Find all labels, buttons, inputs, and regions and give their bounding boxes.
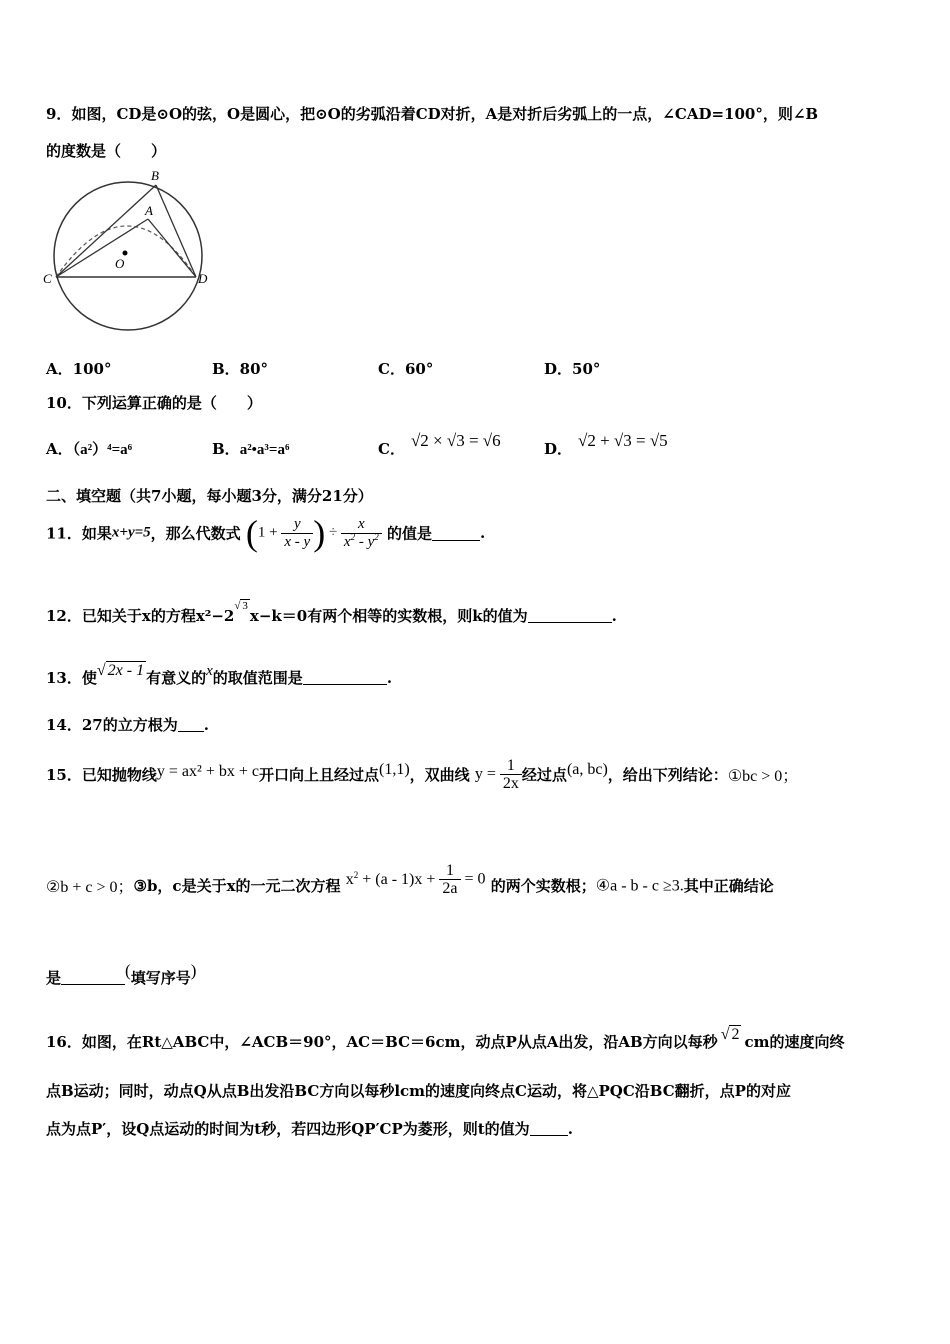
q9-option-a[interactable]: A．100° <box>46 360 112 378</box>
segment-cb <box>56 185 156 277</box>
q9-text-line2: 的度数是（ ） <box>46 142 167 160</box>
q15-point1: (1,1) <box>378 760 410 778</box>
q9-option-c[interactable]: C．60° <box>378 360 434 378</box>
q14-line: 14．27的立方根为 . <box>46 716 209 734</box>
q13-answer-blank[interactable] <box>303 670 387 685</box>
q15-quadratic-equation: $x^2 + (a - 1)x$ + $\frac{1}{2a}$ = 0 <box>345 862 486 897</box>
label-c: C <box>43 271 52 286</box>
q16-line3: 点为点P′，设Q点运动的时间为t秒，若四边形QP′CP为菱形，则t的值为 . <box>46 1120 573 1138</box>
circle-o <box>54 182 202 330</box>
q11-condition: x+y=5 <box>111 524 151 541</box>
q10-option-b-text: a²•a³=a⁶ <box>239 442 290 458</box>
label-d: D <box>198 271 208 286</box>
q16-sqrt2: √ 2 <box>720 1026 740 1043</box>
center-point-o <box>123 251 128 256</box>
q11-line: 11．如果x+y=5，那么代数式 (1 + $\frac{y}{x - y}$ ) ÷ $\frac{x}{x^2 - y^2}$ 的值是 . <box>46 513 486 553</box>
q12-answer-blank[interactable] <box>528 608 612 623</box>
q10-option-d-math: √2 + √3 = √5 <box>578 431 668 450</box>
q10-option-c[interactable]: C． √2 × √3 = √6 <box>378 431 501 458</box>
q10-option-c-math: √2 × √3 = √6 <box>410 431 501 450</box>
q15-conclusion3b: 的两个实数根； <box>490 877 596 895</box>
label-b: B <box>151 168 159 183</box>
q13-line: 13．使√ 2x - 1 有意义的x的取值范围是 . <box>46 662 393 687</box>
q9-circle-figure <box>40 165 220 335</box>
q15-conclusion4: ④a - b - c ≥3. <box>595 877 684 895</box>
q15-conclusion3a: ③b，c是关于x的一元二次方程 <box>133 877 341 895</box>
q10-option-a-text: （a²）⁴=a⁶ <box>72 442 133 458</box>
q10-option-a[interactable]: A．（a²）⁴=a⁶ <box>46 440 133 458</box>
q10-stem: 下列运算正确的是（ ） <box>81 394 262 412</box>
q15-parabola: y = ax² + bx + c <box>156 762 259 780</box>
q15-conclusion2: ②b + c > 0； <box>46 879 134 896</box>
q15-line3: 是 (填写序号) <box>46 961 197 987</box>
segment-ca <box>56 219 148 277</box>
q15-point2: (a, bc) <box>566 760 608 778</box>
q10-option-b[interactable]: B．a²•a³=a⁶ <box>212 440 290 458</box>
label-o: O <box>115 256 125 271</box>
q16-line2: 点B运动；同时，动点Q从点B出发沿BC方向以每秒lcm的速度向终点C运动，将△PQC沿BC翻折，点P的对应 <box>46 1082 791 1100</box>
segment-ad <box>148 219 196 277</box>
q12-line: 12．已知关于x的方程x²−2√ 3x−k＝0有两个相等的实数根，则k的值为 . <box>46 600 617 625</box>
q16-answer-blank[interactable] <box>530 1121 568 1136</box>
q15-line1: 15．已知抛物线y = ax² + bx + c开口向上且经过点(1,1)，双曲线 y = $\frac{1}{2x}$ 经过点(a, bc)，给出下列结论：①bc > 0； <box>46 757 799 792</box>
q10-option-d[interactable]: D． √2 + √3 = √5 <box>544 431 668 458</box>
q15-conclusion1: ①bc > 0； <box>727 768 799 785</box>
q9-line2 <box>46 140 166 161</box>
q13-sqrt: √ 2x - 1 <box>96 662 145 679</box>
q14-answer-blank[interactable] <box>178 717 204 732</box>
q9-option-d[interactable]: D．50° <box>544 360 601 378</box>
q9-option-b[interactable]: B．80° <box>212 360 269 378</box>
q16-line1: 16．如图，在Rt△ABC中，∠ACB＝90°，AC＝BC＝6cm，动点P从点A出发，沿AB方向以每秒 √ 2 cm的速度向终 <box>46 1026 845 1051</box>
section2-heading: 二、填空题（共7小题，每小题3分，满分21分） <box>46 487 373 505</box>
label-a: A <box>145 203 153 218</box>
q15-line2: ②b + c > 0；③b，c是关于x的一元二次方程 $x^2 + (a - 1)x$ + $\frac{1}{2a}$ = 0 的两个实数根；④a - b - c ≥3.其中正确结论 <box>46 862 774 897</box>
q9-line1 <box>46 103 818 124</box>
q15-answer-blank[interactable] <box>61 970 125 985</box>
q15-hyperbola: y = $\frac{1}{2x}$ <box>475 757 522 792</box>
q9-text-line1: 如图，CD是⊙O的弦，O是圆心，把⊙O的劣弧沿着CD对折，A是对折后劣弧上的一点，∠CAD=100°，则∠B <box>71 105 819 123</box>
q12-sqrt3: √ 3 <box>234 600 248 612</box>
q11-expression: (1 + $\frac{y}{x - y}$ ) ÷ $\frac{x}{x^2 - y^2}$ <box>246 512 382 554</box>
q9-number: 9． <box>46 105 72 123</box>
q11-answer-blank[interactable] <box>432 526 480 541</box>
q10-number: 10． <box>46 394 82 412</box>
q10-line <box>46 392 262 413</box>
